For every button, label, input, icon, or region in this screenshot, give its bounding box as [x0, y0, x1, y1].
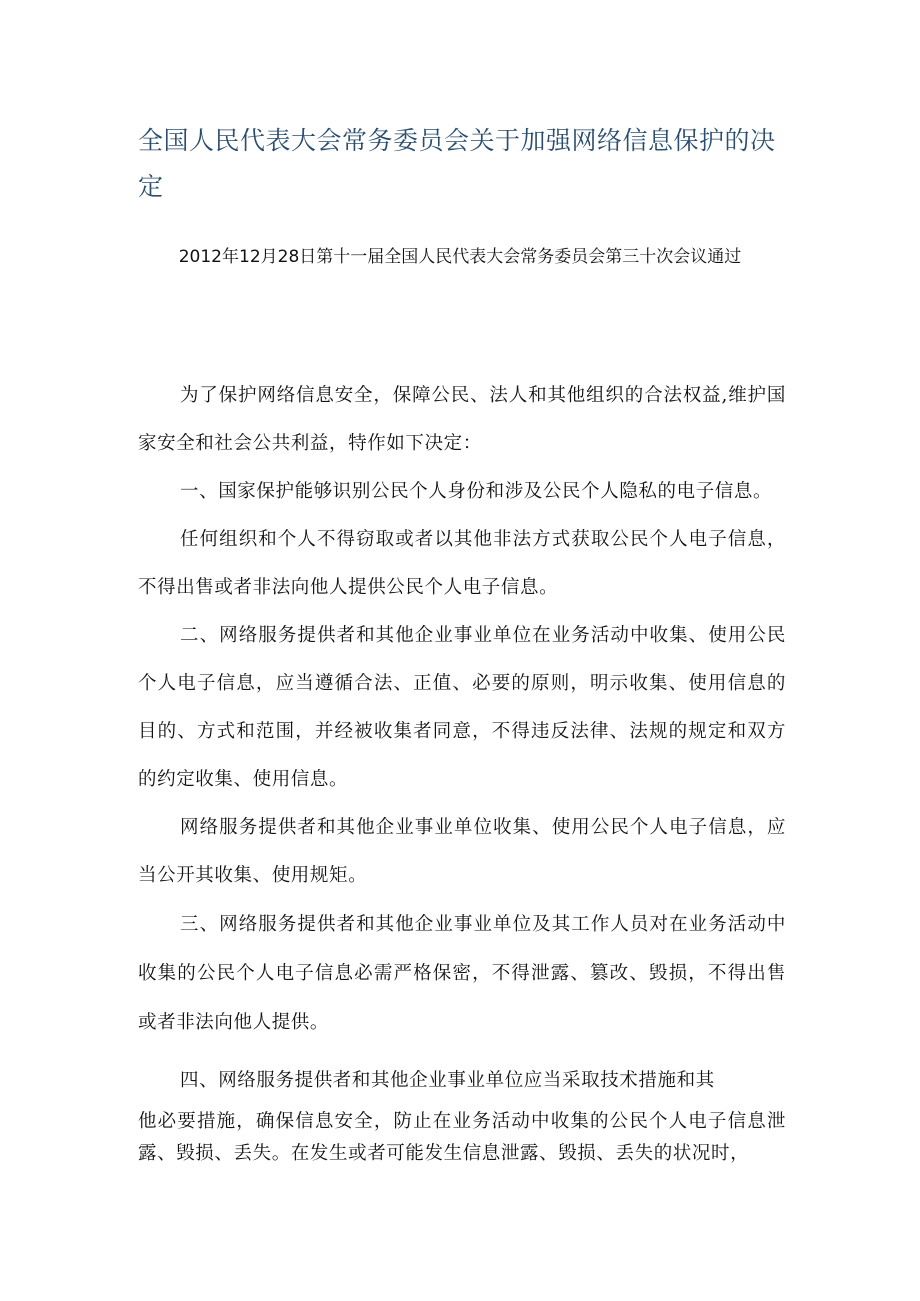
- paragraph-article-1: 一、国家保护能够识别公民个人身份和涉及公民个人隐私的电子信息。: [180, 481, 773, 502]
- document-title: 全国人民代表大会常务委员会关于加强网络信息保护的决定: [138, 126, 776, 201]
- paragraph-article-2: 二、网络服务提供者和其他企业事业单位在业务活动中收集、使用公民个人电子信息，应当遵循合法、正值、必要的原则，明示收集、使用信息的目的、方式和范围，并经被收集者同意，不得违反法律、法规的规定和双方的约定收集、使用信息。: [138, 625, 786, 790]
- paragraph-article-4-continued: 他必要措施，确保信息安全，防止在业务活动中收集的公民个人电子信息泄露、毁损、丢失。在发生或者可能发生信息泄露、毁损、丢失的状况时，: [138, 1111, 786, 1164]
- paragraph-article-1-continued: 任何组织和个人不得窃取或者以其他非法方式获取公民个人电子信息，不得出售或者非法向他人提供公民个人电子信息。: [138, 529, 786, 598]
- adoption-line: 2012年12月28日第十一届全国人民代表大会常务委员会第三十次会议通过: [178, 247, 742, 267]
- paragraph-intro: 为了保护网络信息安全，保障公民、法人和其他组织的合法权益,维护国家安全和社会公共利益，特作如下决定：: [138, 385, 786, 454]
- paragraph-article-2-continued: 网络服务提供者和其他企业事业单位收集、使用公民个人电子信息，应当公开其收集、使用规矩。: [138, 817, 786, 886]
- paragraph-article-4: 四、网络服务提供者和其他企业事业单位应当采取技术措施和其: [180, 1070, 715, 1091]
- paragraph-article-3: 三、网络服务提供者和其他企业事业单位及其工作人员对在业务活动中收集的公民个人电子信息必需严格保密，不得泄露、篡改、毁损，不得出售或者非法向他人提供。: [138, 914, 786, 1033]
